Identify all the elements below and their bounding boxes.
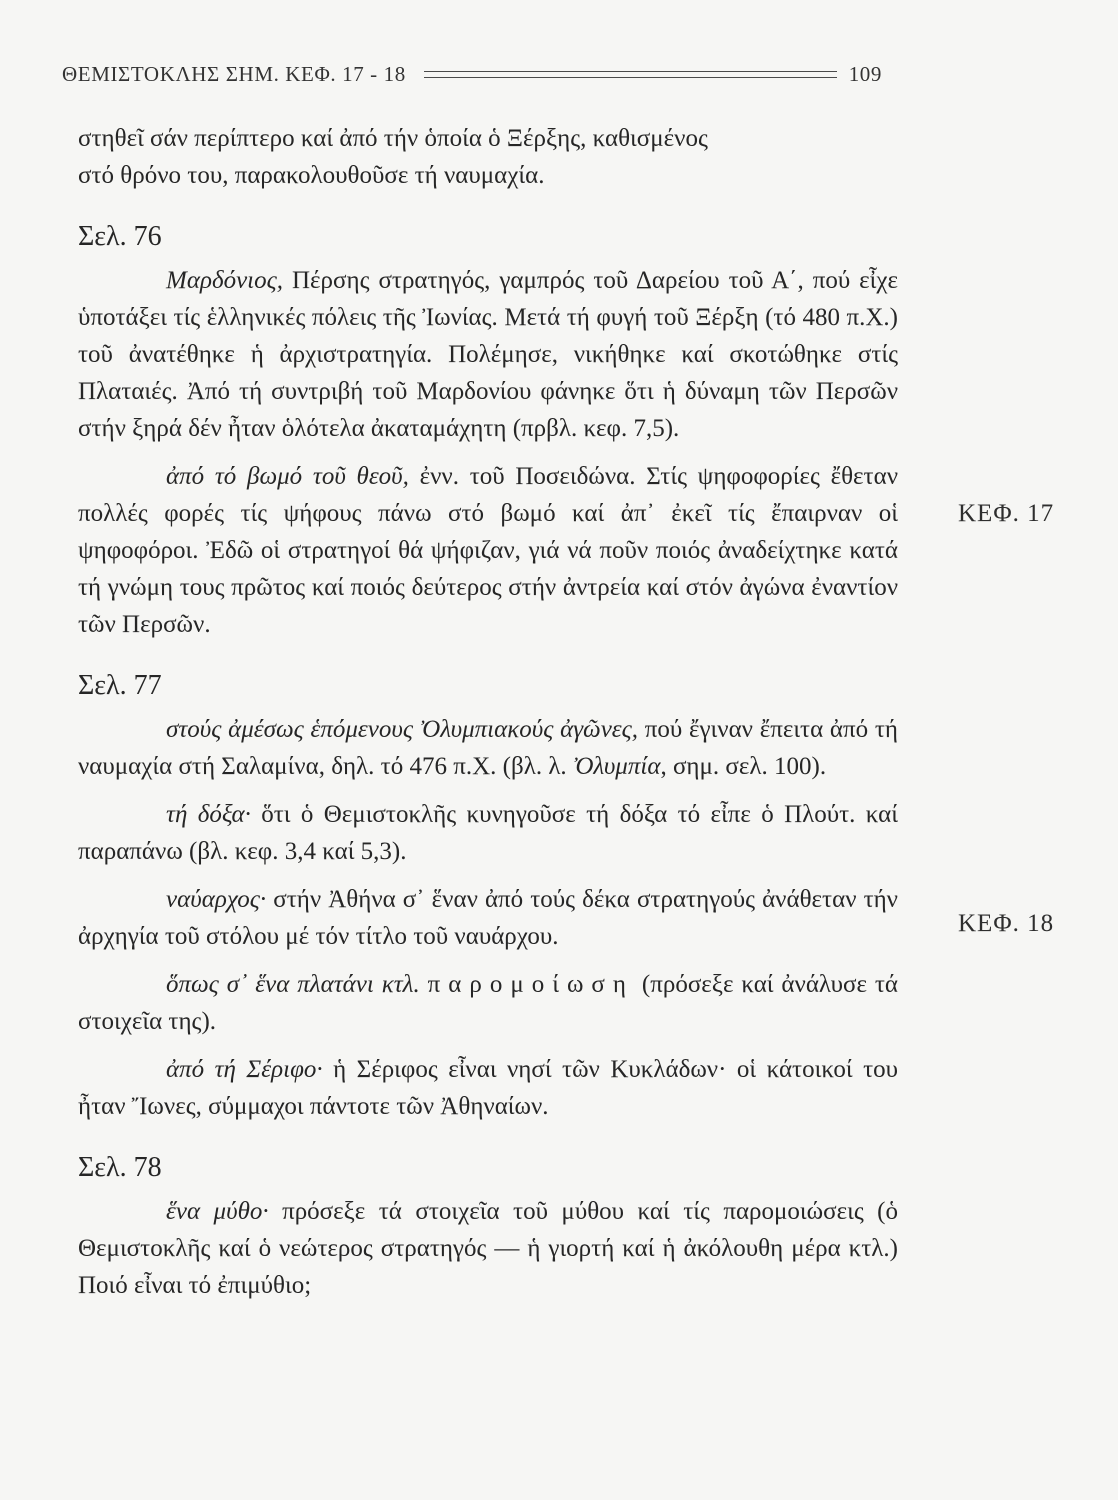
section-heading-78: Σελ. 78	[78, 1152, 162, 1183]
running-head-title: ΘΕΜΙΣΤΟΚΛΗΣ ΣΗΜ. ΚΕΦ. 17 - 18	[62, 61, 406, 86]
lemma-vomo: ἀπό τό βωμό τοῦ θεοῦ,	[166, 463, 409, 490]
lemma-platani: ὅπως σ᾽ ἕνα πλατάνι κτλ.	[166, 971, 420, 998]
section-heading-77: Σελ. 77	[78, 670, 162, 701]
note-text-serifo: ἡ Σέριφος εἶναι νησί τῶν Κυκλάδων· οἱ κάτοικοί του ἦταν Ἴωνες, σύμμαχοι πάντοτε τῶν Ἀθηναίων.	[78, 1056, 898, 1120]
note-platani	[78, 966, 898, 1040]
margin-note-kef18: ΚΕΦ. 18	[958, 910, 1055, 937]
note-text-doxa: ὅτι ὁ Θεμιστοκλῆς κυνηγοῦσε τή δόξα τό εἶπε ὁ Πλούτ. καί παραπάνω (βλ. κεφ. 3,4 καί 5,3).	[78, 801, 898, 865]
intro-line-1: στηθεῖ σάν περίπτερο καί ἀπό τήν ὁποία ὁ Ξέρξης, καθισμένος	[78, 125, 708, 152]
lemma-serifo: ἀπό τή Σέριφο·	[166, 1056, 323, 1083]
note-navarchos	[78, 881, 898, 955]
note-serifo	[78, 1051, 898, 1125]
note-mytho	[78, 1193, 898, 1304]
body-text	[78, 120, 898, 1315]
note-text-vomo: ἐνν. τοῦ Ποσειδώνα. Στίς ψηφοφορίες ἔθεταν πολλές φορές τίς ψήφους πάνω στό βωμό καί ἀπ᾽ ἐκεῖ τίς ἔπαιρναν οἱ ψηφοφόροι. Ἐδῶ οἱ στρατηγοί θά ψήφιζαν, γιά νά ποῦν ποιός ἀναδείχτηκε κατά τή γνώμη τους πρῶτος καί ποιός δεύτερος στήν ἀντρεία καί στόν ἀγώνα ἐναντίον τῶν Περσῶν.	[78, 463, 899, 638]
note-text-platani: (πρόσεξε καί ἀνάλυσε τά στοιχεῖα της).	[78, 971, 898, 1035]
note-text-mytho: πρόσεξε τά στοιχεῖα τοῦ μύθου καί τίς παρομοιώσεις (ὁ Θεμιστοκλῆς καί ὁ νεώτερος στρατηγός — ἡ γιορτή καί ἡ ἀκόλουθη μέρα κτλ.) Ποιό εἶναι τό ἐπιμύθιο;	[78, 1198, 899, 1299]
margin-note-kef17: ΚΕΦ. 17	[958, 500, 1055, 527]
note-mardonios	[78, 262, 898, 447]
note-doxa	[78, 796, 898, 870]
lemma-mytho: ἕνα μύθο·	[166, 1198, 269, 1225]
page-number: 109	[848, 61, 882, 86]
lemma-olympia: στούς ἀμέσως ἑπόμενους Ὀλυμπιακούς ἀγῶνες,	[166, 716, 639, 743]
note-vomo	[78, 458, 898, 643]
intro-line-2: στό θρόνο του, παρακολουθοῦσε τή ναυμαχία.	[78, 162, 545, 189]
running-head	[62, 56, 882, 92]
spaced-term-paromoiosi: παρομοίωση	[427, 971, 634, 998]
note-text-olympia-2: , σημ. σελ. 100).	[660, 753, 827, 780]
lemma-navarchos: ναύαρχος·	[166, 886, 267, 913]
header-double-rule	[424, 71, 837, 78]
note-text-navarchos: στήν Ἀθήνα σ᾽ ἕναν ἀπό τούς δέκα στρατηγούς ἀνάθεταν τήν ἀρχηγία τοῦ στόλου μέ τόν τίτλο τοῦ ναυάρχου.	[78, 886, 898, 950]
ref-olympia: Ὀλυμπία	[572, 753, 661, 780]
lemma-doxa: τή δόξα·	[166, 801, 251, 828]
lemma-mardonios: Μαρδόνιος,	[166, 267, 284, 294]
note-text-mardonios: Πέρσης στρατηγός, γαμπρός τοῦ Δαρείου τοῦ Α΄, πού εἶχε ὑποτάξει τίς ἑλληνικές πόλεις τῆς Ἰωνίας. Μετά τή φυγή τοῦ Ξέρξη (τό 480 π.Χ.) τοῦ ἀνατέθηκε ἡ ἀρχιστρατηγία. Πολέμησε, νικήθηκε καί σκοτώθηκε στίς Πλαταιές. Ἀπό τή συντριβή τοῦ Μαρδονίου φάνηκε ὅτι ἡ δύναμη τῶν Περσῶν στήν ξηρά δέν ἦταν ὁλότελα ἀκαταμάχητη (πρβλ. κεφ. 7,5).	[78, 267, 898, 442]
note-olympia	[78, 711, 898, 785]
section-heading-76: Σελ. 76	[78, 221, 162, 252]
intro-paragraph	[78, 120, 898, 194]
note-text-olympia-1: πού ἔγιναν ἔπειτα ἀπό τή ναυμαχία στή Σαλαμίνα, δηλ. τό 476 π.Χ. (βλ. λ.	[78, 716, 898, 780]
